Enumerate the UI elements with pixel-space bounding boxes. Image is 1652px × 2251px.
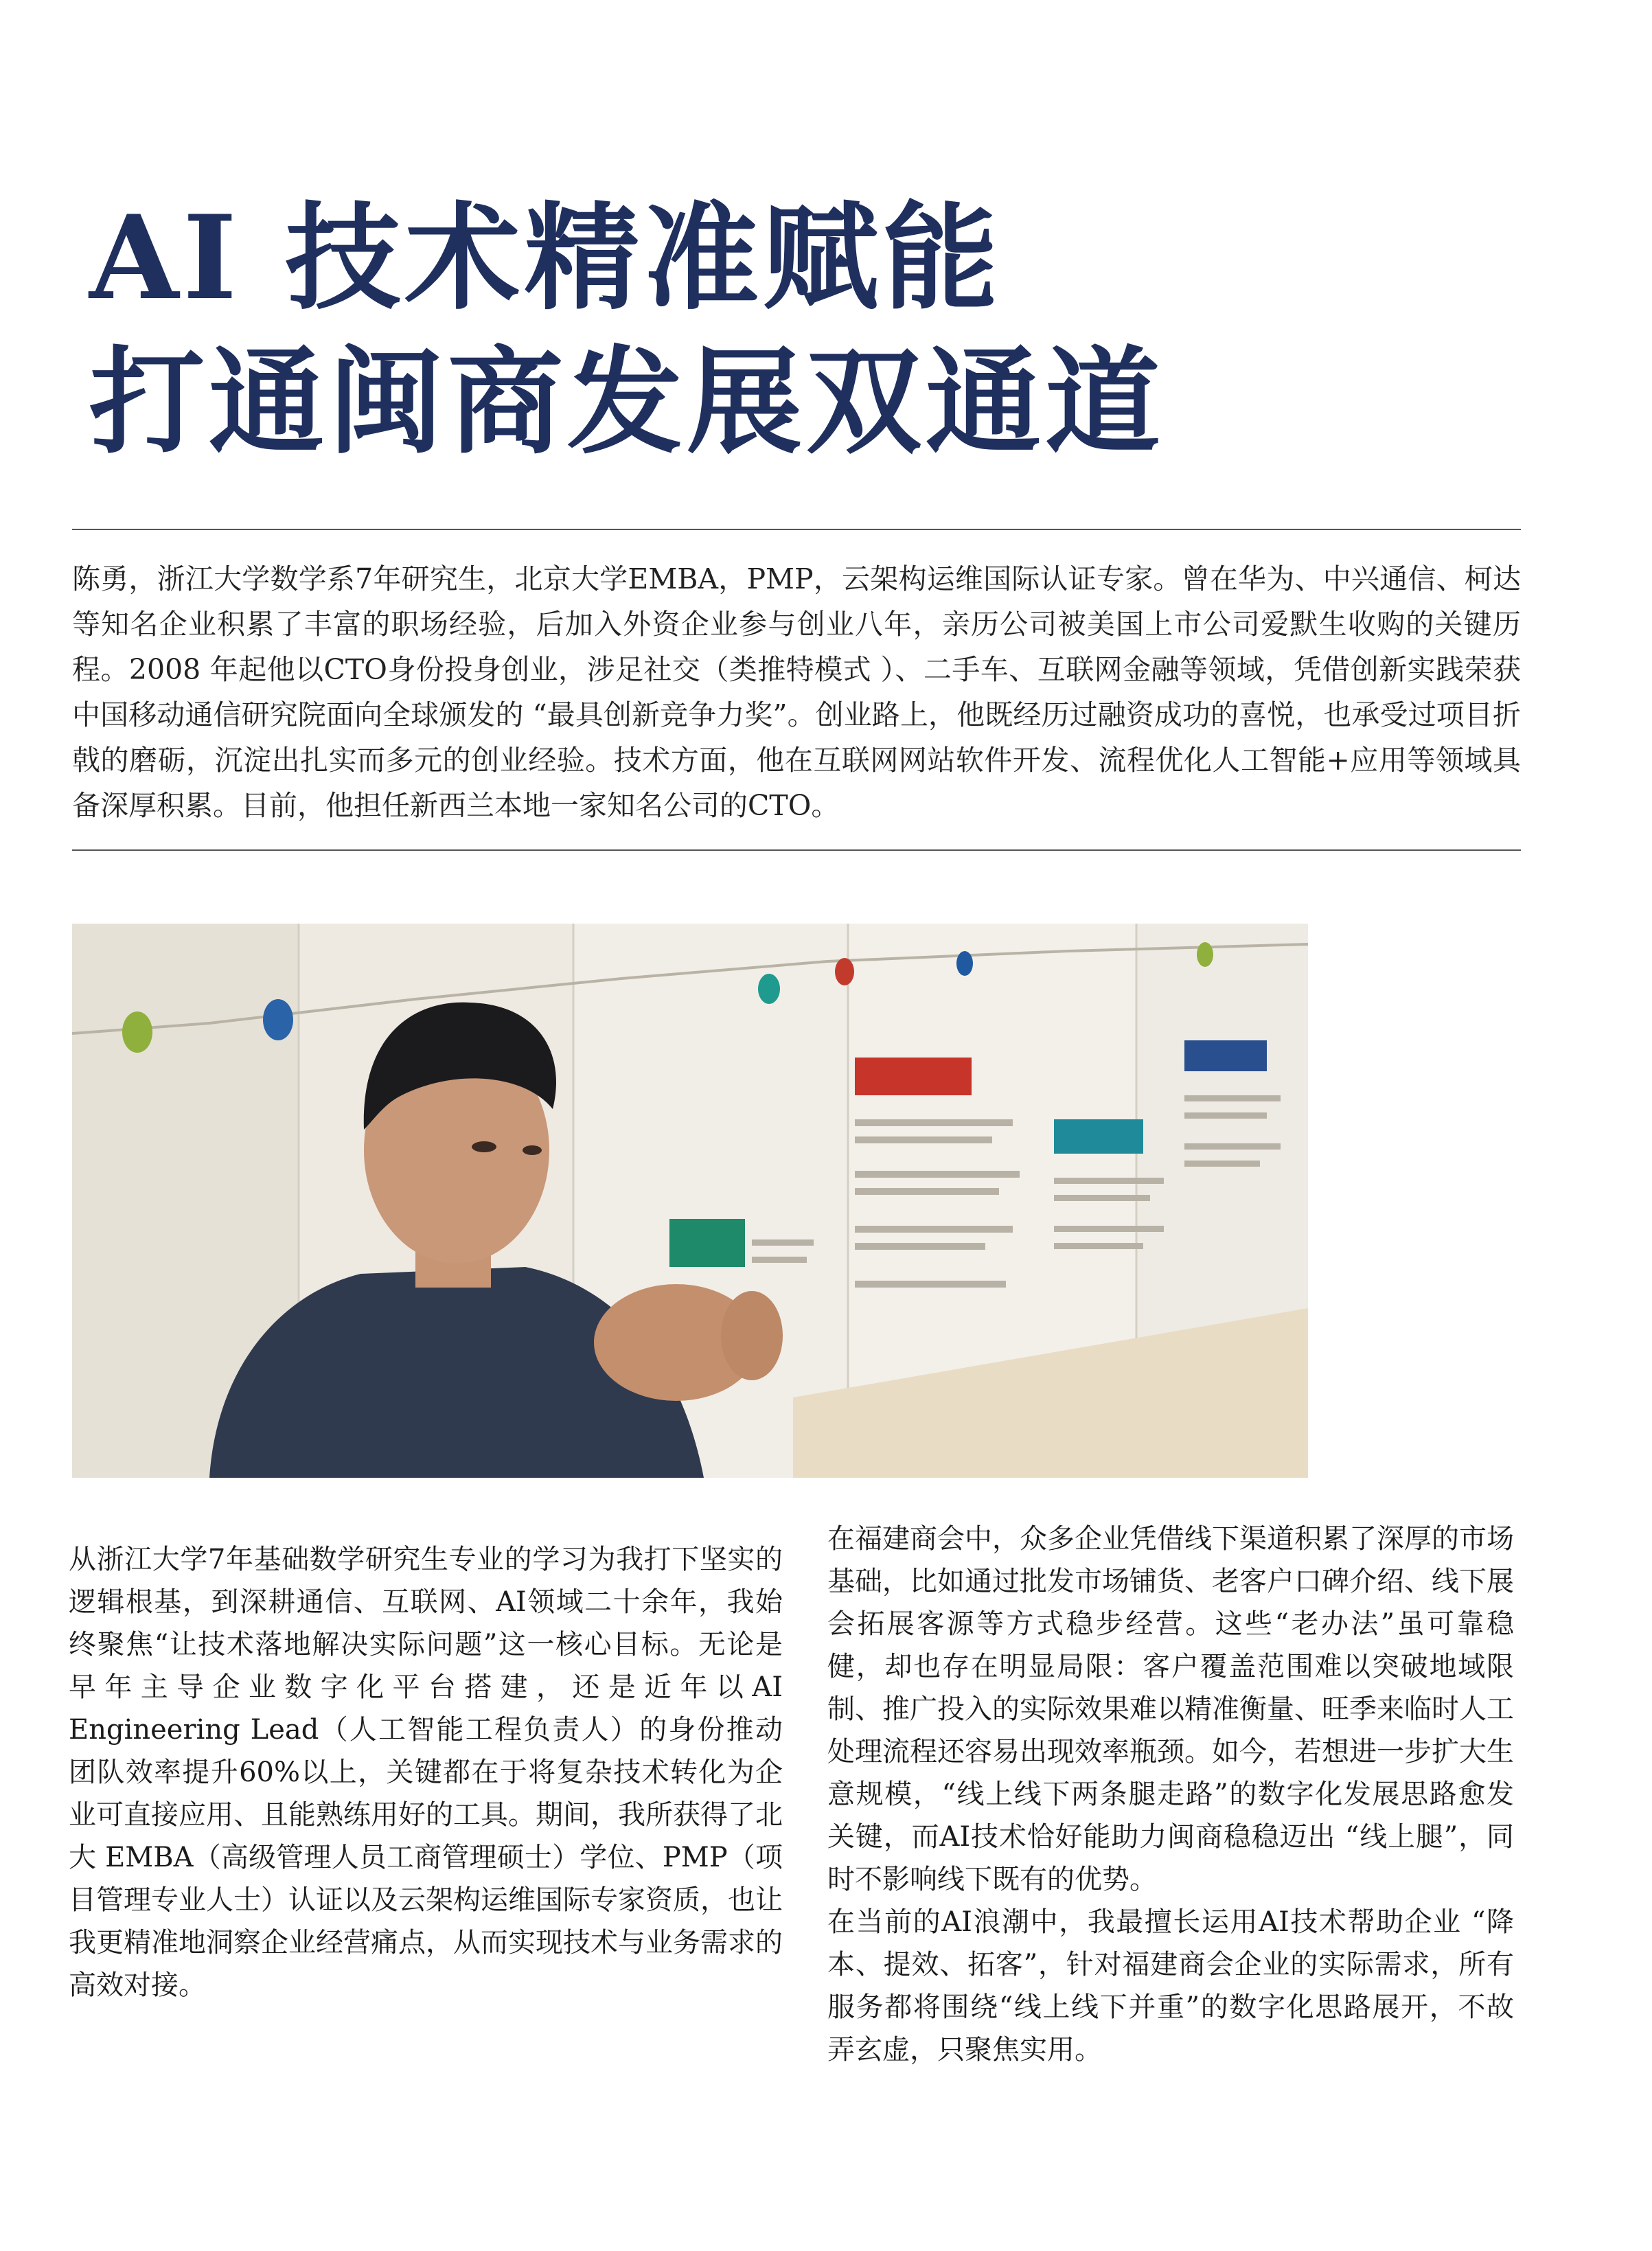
article-title: [89, 185, 1394, 474]
right-column-paragraph-1: 在福建商会中，众多企业凭借线下渠道积累了深厚的市场基础，比如通过批发市场铺货、老客户口碑介绍、线下展会拓展客源等方式稳步经营。这些“老办法”虽可靠稳健，却也存在明显局限：客户覆盖范围难以突破地域限制、推广投入的实际效果难以精准衡量、旺季来临时人工处理流程还容易出现效率瓶颈。如今，若想进一步扩大生意规模，“线上线下两条腿走路”的数字化发展思路愈发关键，而AI技术恰好能助力闽商稳稳迈出 “线上腿”，同时不影响线下既有的优势。: [827, 1523, 1514, 1895]
right-column: [827, 1518, 1514, 2071]
author-bio: 陈勇，浙江大学数学系7年研究生，北京大学EMBA，PMP，云架构运维国际认证专家。曾在华为、中兴通信、柯达等知名企业积累了丰富的职场经验，后加入外资企业参与创业八年，亲历公司被美国上市公司爱默生收购的关键历程。2008 年起他以CTO身份投身创业，涉足社交（类推特模式 ）、二手车、互联网金融等领域，凭借创新实践荣获中国移动通信研究院面向全球颁发的 “最具创新竞争力奖”。创业路上，他既经历过融资成功的喜悦，也承受过项目折戟的磨砺，沉淀出扎实而多元的创业经验。技术方面，他在互联网网站软件开发、流程优化人工智能+应用等领域具备深厚积累。目前，他担任新西兰本地一家知名公司的CTO。: [72, 562, 1521, 822]
bio-bottom-divider: [72, 849, 1521, 851]
author-photo: [72, 924, 1308, 1478]
article-title-line-2: 打通闽商发展双通道: [89, 334, 1165, 470]
bio-top-divider: [72, 529, 1521, 530]
right-column-paragraph-2: 在当前的AI浪潮中，我最擅长运用AI技术帮助企业 “降本、提效、拓客”，针对福建商会企业的实际需求，所有服务都将围绕“线上线下并重”的数字化思路展开，不故弄玄虚，只聚焦实用。: [827, 1906, 1514, 2066]
left-column-paragraph: 从浙江大学7年基础数学研究生专业的学习为我打下坚实的逻辑根基，到深耕通信、互联网、AI领域二十余年，我始终聚焦“让技术落地解决实际问题”这一核心目标。无论是早年主导企业数字化平台搭建，还是近年以AI Engineering Lead（人工智能工程负责人）的身份推动团队效率提升60%以上，关键都在于将复杂技术转化为企业可直接应用、且能熟练用好的工具。期间，我所获得了北大 EMBA（高级管理人员工商管理硕士）学位、PMP（项目管理专业人士）认证以及云架构运维国际专家资质，也让我更精准地洞察企业经营痛点，从而实现技术与业务需求的高效对接。: [69, 1544, 783, 2001]
left-column: [69, 1538, 783, 2007]
article-title-line-1: AI 技术精准赋能: [89, 190, 1002, 325]
